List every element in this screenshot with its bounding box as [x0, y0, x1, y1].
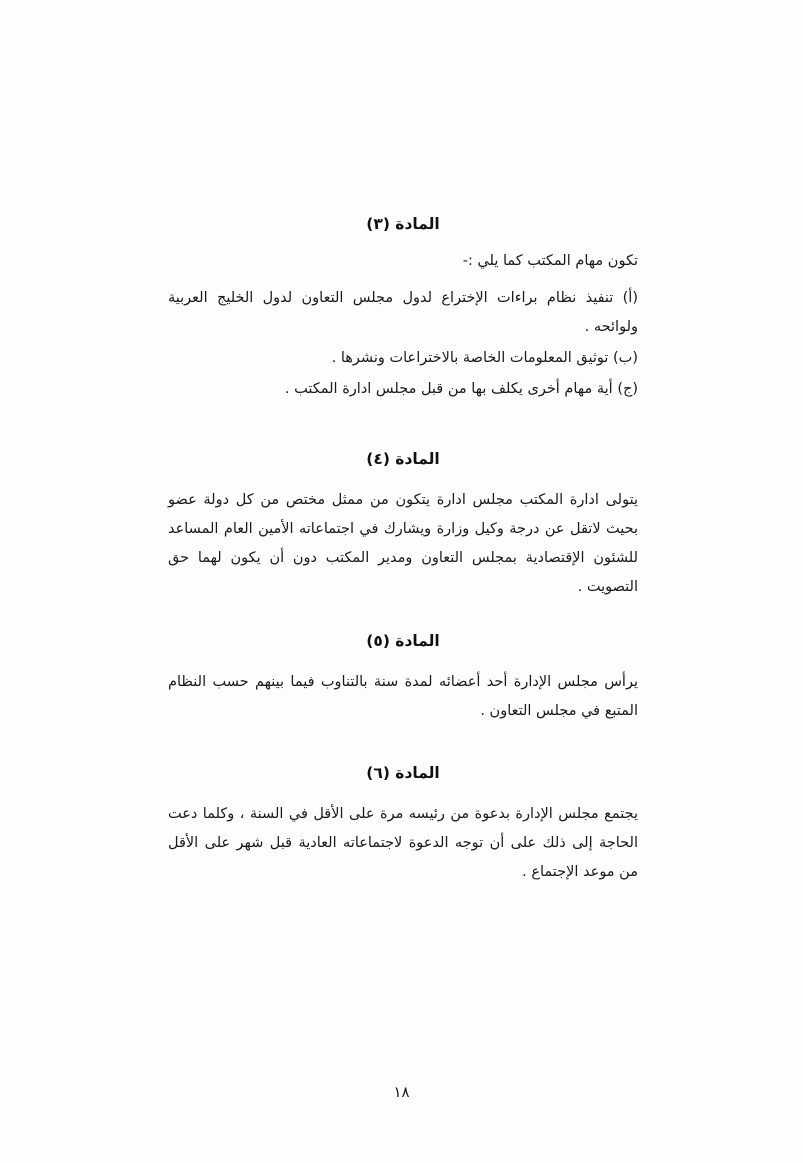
article-6-heading: المادة (٦)	[366, 764, 440, 782]
article-3-intro: تكون مهام المكتب كما يلي :-	[462, 253, 638, 269]
article-3-heading: المادة (٣)	[366, 215, 440, 233]
article-5-heading: المادة (٥)	[366, 632, 440, 650]
article-6	[168, 764, 638, 887]
article-4-paragraph: يتولى ادارة المكتب مجلس ادارة يتكون من ممثل مختص من كل دولة عضو بحيث لاتقل عن درجة وكيل وزارة ويشارك في اجتماعاته الأمين العام المساعد للشئون الإقتصادية بمجلس التعاون ومدير المكتب دون أن يكون لهما حق التصويت .	[168, 492, 638, 595]
article-3-item-c: (ج) أية مهام أخرى يكلف بها من قبل مجلس ادارة المكتب .	[284, 381, 638, 397]
article-4-heading: المادة (٤)	[366, 450, 440, 468]
article-4	[168, 450, 638, 602]
article-6-paragraph: يجتمع مجلس الإدارة بدعوة من رئيسه مرة على الأقل في السنة ، وكلما دعت الحاجة إلى ذلك على أن توجه الدعوة لاجتماعاته العادية قبل شهر على الأقل من موعد الإجتماع .	[168, 806, 638, 880]
article-5	[168, 632, 638, 726]
article-3-item-b: (ب) توثيق المعلومات الخاصة بالاختراعات ونشرها .	[331, 350, 638, 366]
article-3-item-a: (أ) تنفيذ نظام براءات الإختراع لدول مجلس التعاون لدول الخليج العربية ولوائحه .	[168, 290, 638, 335]
page-number: ١٨	[393, 1083, 410, 1101]
document-body	[168, 215, 638, 913]
article-5-paragraph: يرأس مجلس الإدارة أحد أعضائه لمدة سنة بالتناوب فيما بينهم حسب النظام المتبع في مجلس التعاون .	[168, 674, 638, 719]
article-3	[168, 215, 638, 404]
